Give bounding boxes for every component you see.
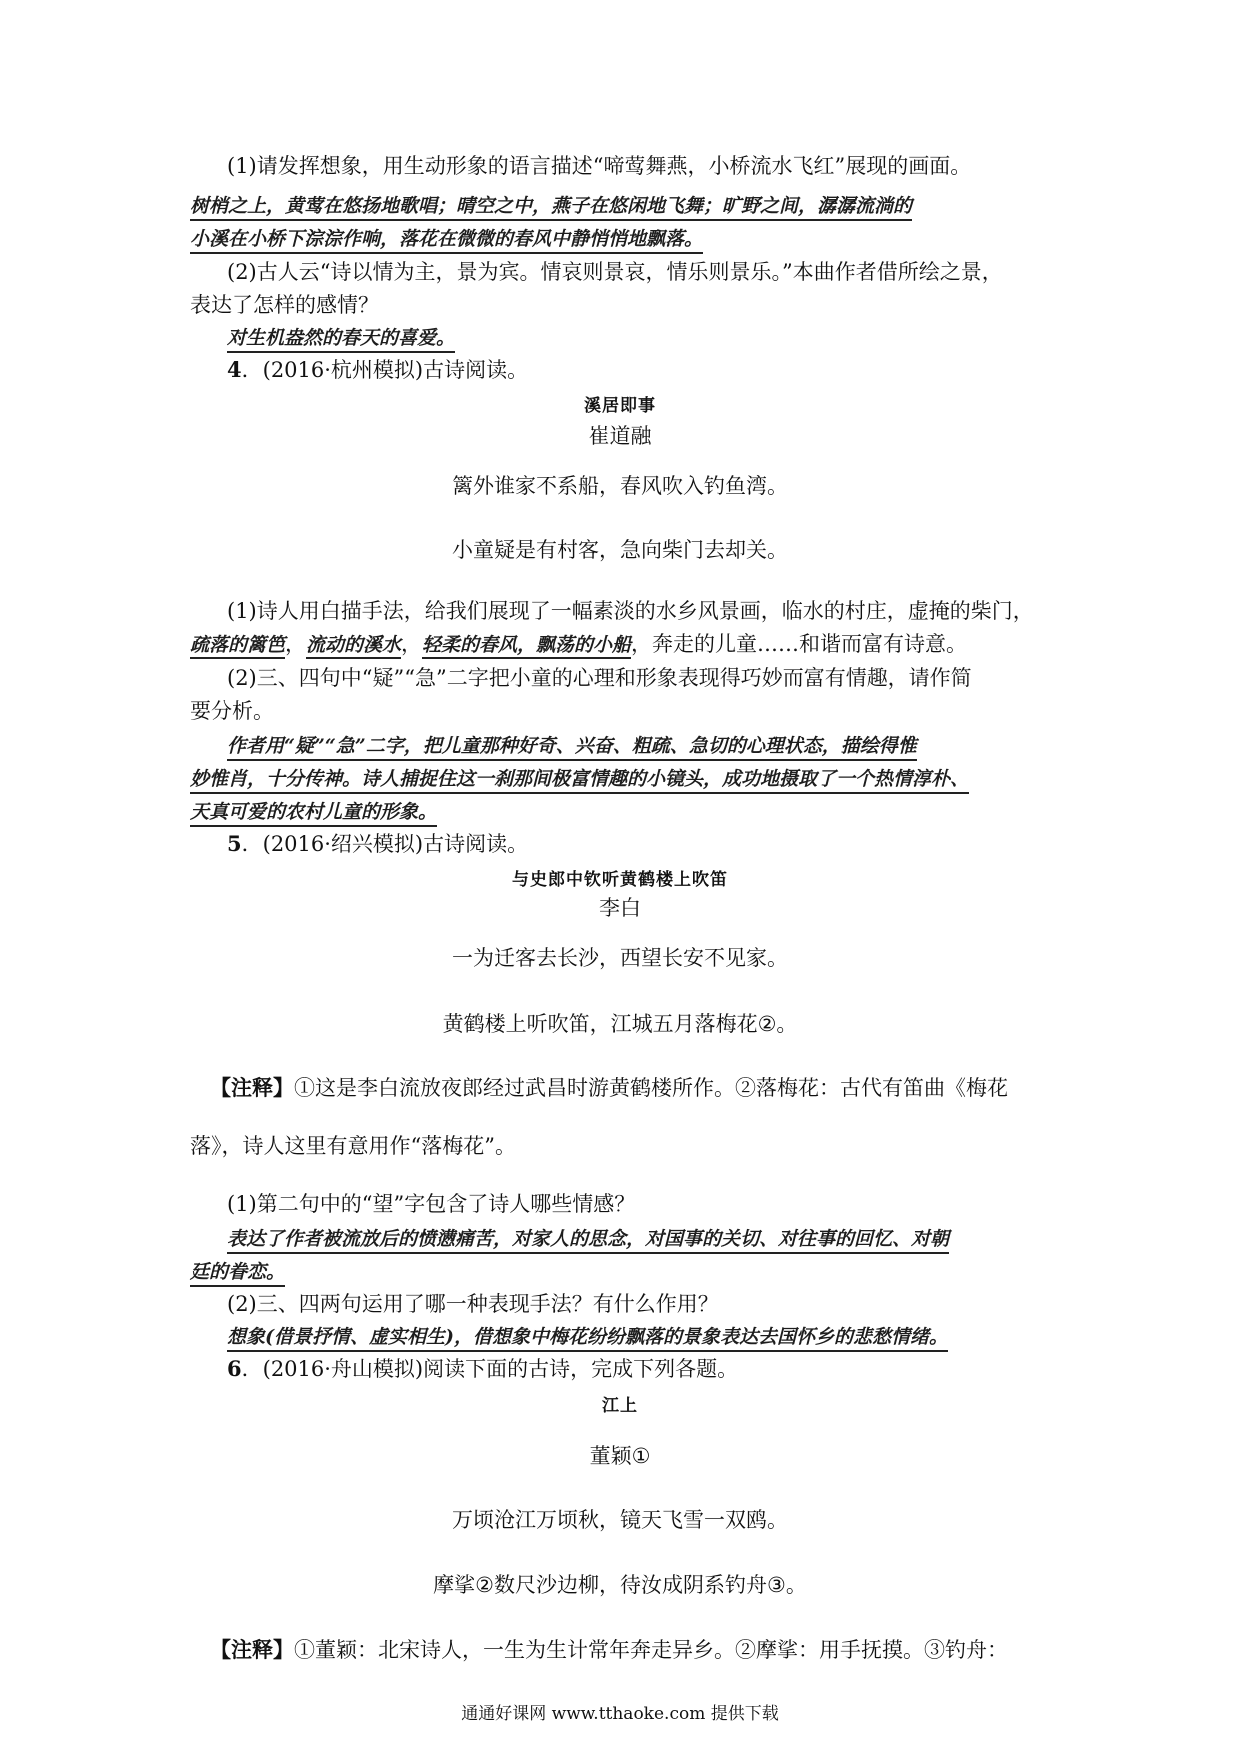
q5-part2-answer — [227, 1322, 948, 1351]
q5-part1-answer-line2 — [190, 1257, 285, 1286]
q4-verse2: 小童疑是有村客，急向柴门去却关。 — [452, 538, 788, 562]
q6-verse1: 万顷沧江万顷秋，镜天飞雪一双鸥。 — [452, 1508, 788, 1532]
q5-note-line1 — [210, 1074, 1008, 1102]
q4-part2-line1: (2)三、四句中“疑”“急”二字把小童的心理和形象表现得巧妙而富有情趣，请作简 — [227, 666, 972, 690]
q6-poem-author: 董颖① — [589, 1444, 651, 1468]
separator: ， — [401, 632, 423, 656]
q3-part1-answer-line1 — [190, 191, 912, 220]
q5-poem-title: 与史郎中钦听黄鹤楼上吹笛 — [512, 870, 728, 890]
answer-text: 表达了作者被流放后的愤懑痛苦，对家人的思念，对国事的关切、对往事的回忆、对朝 — [227, 1228, 949, 1254]
q4-poem-author: 崔道融 — [588, 424, 652, 448]
q5-header — [227, 830, 528, 858]
answer-text: 树梢之上，黄莺在悠扬地歌唱；晴空之中，燕子在悠闲地飞舞；旷野之间，潺潺流淌的 — [190, 195, 912, 221]
question-number: 6 — [227, 1356, 242, 1381]
q6-verse2: 摩挲②数尺沙边柳，待汝成阴系钓舟③。 — [433, 1573, 807, 1597]
q5-poem-author: 李白 — [599, 896, 641, 920]
separator: ， — [285, 632, 307, 656]
answer-blank: 轻柔的春风，飘荡的小船 — [422, 634, 631, 659]
q6-header — [227, 1355, 738, 1383]
note-text: ①董颖：北宋诗人，一生为生计常年奔走异乡。②摩挲：用手抚摸。③钓舟： — [294, 1638, 1008, 1662]
page-footer: 通通好课网 www.tthaoke.com 提供下载 — [461, 1704, 779, 1724]
answer-text: 廷的眷恋。 — [190, 1261, 285, 1287]
q5-part2-question: (2)三、四两句运用了哪一种表现手法？有什么作用？ — [227, 1292, 719, 1316]
q4-part2-line2: 要分析。 — [190, 699, 274, 723]
question-number: 5 — [227, 831, 242, 856]
q4-poem-title: 溪居即事 — [584, 396, 656, 416]
q4-part1-tail: ，奔走的儿童……和谐而富有诗意。 — [631, 632, 968, 656]
q4-header — [227, 356, 528, 384]
note-text: ①这是李白流放夜郎经过武昌时游黄鹤楼所作。②落梅花：古代有笛曲《梅花 — [294, 1076, 1008, 1100]
question-header: ．(2016·杭州模拟)古诗阅读。 — [241, 358, 529, 382]
q4-part2-answer-line1 — [227, 731, 917, 760]
q5-note-line2: 落》，诗人这里有意用作“落梅花”。 — [190, 1134, 516, 1158]
q3-part1-question: (1)请发挥想象，用生动形象的语言描述“啼莺舞燕，小桥流水飞红”展现的画面。 — [227, 154, 972, 178]
answer-text: 小溪在小桥下淙淙作响，落花在微微的春风中静悄悄地飘落。 — [190, 228, 703, 254]
q4-part1-line1: (1)诗人用白描手法，给我们展现了一幅素淡的水乡风景画，临水的村庄，虚掩的柴门， — [227, 599, 1034, 623]
question-header: ．(2016·舟山模拟)阅读下面的古诗，完成下列各题。 — [241, 1357, 739, 1381]
q3-part2-question-line2: 表达了怎样的感情？ — [190, 293, 379, 317]
q5-verse2: 黄鹤楼上听吹笛，江城五月落梅花②。 — [442, 1012, 798, 1036]
answer-text: 妙惟肖，十分传神。诗人捕捉住这一刹那间极富情趣的小镜头，成功地摄取了一个热情淳朴、 — [190, 768, 969, 794]
note-label: 【注释】 — [210, 1637, 294, 1662]
q4-part2-answer-line3 — [190, 797, 437, 826]
q3-part2-question-line1: (2)古人云“诗以情为主，景为宾。情哀则景哀，情乐则景乐。”本曲作者借所绘之景， — [227, 260, 1003, 284]
note-label: 【注释】 — [210, 1075, 294, 1100]
q4-part2-answer-line2 — [190, 764, 969, 793]
question-number: 4 — [227, 357, 242, 382]
q6-note-line1 — [210, 1636, 1008, 1664]
question-header: ．(2016·绍兴模拟)古诗阅读。 — [241, 832, 529, 856]
answer-text: 天真可爱的农村儿童的形象。 — [190, 801, 437, 827]
q5-verse1: 一为迁客去长沙，西望长安不见家。 — [452, 946, 788, 970]
q6-poem-title: 江上 — [602, 1396, 638, 1416]
answer-blank: 流动的溪水 — [306, 634, 401, 659]
q4-verse1: 篱外谁家不系船，春风吹入钓鱼湾。 — [452, 474, 788, 498]
q3-part1-answer-line2 — [190, 224, 703, 253]
q5-part1-question: (1)第二句中的“望”字包含了诗人哪些情感？ — [227, 1192, 636, 1216]
answer-text: 作者用“疑”“急”二字，把儿童那种好奇、兴奋、粗疏、急切的心理状态，描绘得惟 — [227, 735, 917, 761]
answer-text: 对生机盎然的春天的喜爱。 — [227, 327, 455, 353]
q3-part2-answer — [227, 323, 455, 352]
q5-part1-answer-line1 — [227, 1224, 949, 1253]
answer-text: 想象(借景抒情、虚实相生)，借想象中梅花纷纷飘落的景象表达去国怀乡的悲愁情绪。 — [227, 1326, 948, 1352]
q4-part1-line2 — [190, 630, 967, 659]
answer-blank: 疏落的篱笆 — [190, 634, 285, 659]
